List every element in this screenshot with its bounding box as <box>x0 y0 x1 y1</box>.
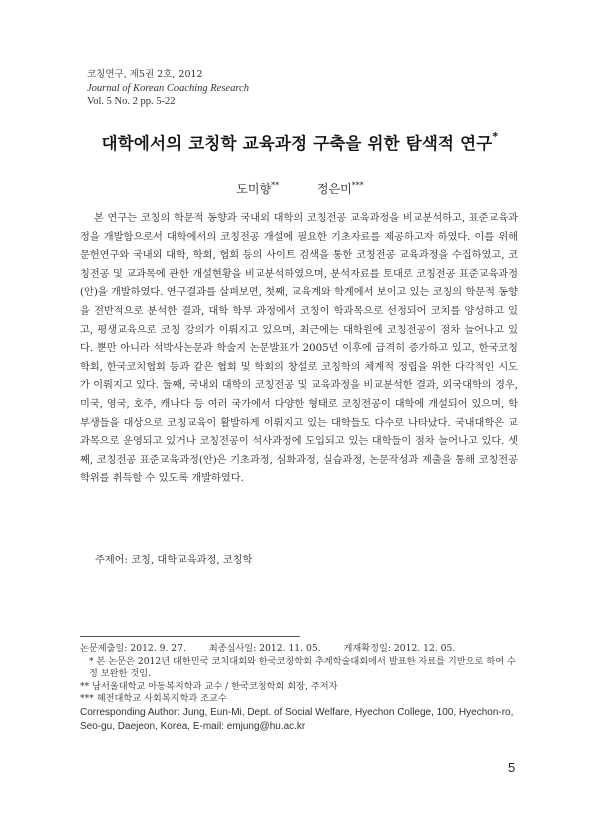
keywords: 주제어: 코칭, 대학교육과정, 코칭학 <box>95 555 253 566</box>
page-number: 5 <box>508 760 516 775</box>
journal-volume-korean: 코칭연구, 제5권 2호, 2012 <box>87 69 203 80</box>
author-2 <box>317 182 364 196</box>
funding-note: * 본 논문은 2012년 대한민국 코치대회와 한국코칭학회 추계학술대회에서 발표한 자료를 기반으로 하여 수정 보완한 것임. <box>89 655 516 680</box>
journal-volume-pages: Vol. 5 No. 2 pp. 5-22 <box>87 96 176 107</box>
journal-citation <box>87 68 249 109</box>
paper-title <box>0 130 600 154</box>
reviewed-date: 최종심사일: 2012. 11. 05. <box>208 643 321 654</box>
author-1-mark: ** <box>271 181 280 190</box>
author-1-affiliation: ** 남서울대학교 아동복지학과 교수 / 한국코칭학회 회장, 주저자 <box>80 680 338 692</box>
journal-name-english: Journal of Korean Coaching Research <box>87 82 249 94</box>
paper-title-text: 대학에서의 코칭학 교육과정 구축을 위한 탐색적 연구 <box>101 134 493 153</box>
title-footnote-mark: * <box>492 129 499 143</box>
footnotes <box>80 643 520 734</box>
abstract: 본 연구는 코칭의 학문적 동향과 국내외 대학의 코칭전공 교육과정을 비교분석하고, 표준교육과정을 개발함으로서 대학에서의 코칭전공 개설에 필요한 기초자료를 제공하고자 하였다. 이를 위해 문헌연구와 국내외 대학, 학회, 협회 등의 사이트 검색을 통한 코칭전공 교육과정을 수집하였고, 코칭전공 및 교과목에 관한 개설현황을 비교분석하였으며, 분석자료를 토대로 코칭전공 표준교육과정(안)을 개발하였다. 연구결과를 살펴보면, 첫째, 교육계와 학계에서 보이고 있는 코칭의 학문적 동향을 전반적으로 분석한 결과, 대학 학부 과정에서 코칭이 학과목으로 선정되어 코치를 양성하고 있고, 평생교육으로 코칭 강의가 이뤄지고 있으며, 최근에는 대학원에 코칭전공이 점차 늘어나고 있다. 뿐만 아니라 석박사논문과 학술지 논문발표가 2005년 이후에 급격히 증가하고 있고, 한국코칭학회, 한국코치협회 등과 같은 협회 및 학회의 창설로 코칭학의 체계적 정립을 위한 다각적인 시도가 이뤄지고 있다. 둘째, 국내외 대학의 코칭전공 및 교육과정을 비교분석한 결과, 외국대학의 경우, 미국, 영국, 호주, 캐나다 등 여러 국가에서 다양한 형태로 코칭전공이 대학에 개설되어 있으며, 학부생들을 대상으로 코칭교육이 활발하게 이뤄지고 있는 대학들도 다수로 나타났다. 국내대학은 교과목으로 운영되고 있거나 코칭전공이 석사과정에 도입되고 있는 대학들이 점차 늘어나고 있다. 셋째, 코칭전공 표준교육과정(안)은 기초과정, 심화과정, 실습과정, 논문작성과 제출을 통해 코칭전공 학위를 취득할 수 있도록 개발하였다. <box>80 213 518 485</box>
author-2-affiliation: *** 혜전대학교 사회복지학과 조교수 <box>80 693 227 705</box>
author-1-name: 도미향 <box>236 182 272 196</box>
author-2-mark: *** <box>351 181 364 190</box>
accepted-date: 게재확정일: 2012. 12. 05. <box>343 643 456 654</box>
author-list <box>0 180 600 197</box>
footnote-divider <box>80 636 300 637</box>
received-date: 논문제출일: 2012. 9. 27. <box>80 643 186 654</box>
submission-dates <box>80 643 520 656</box>
author-2-name: 정은미 <box>316 182 352 196</box>
corresponding-author: Corresponding Author: Jung, Eun-Mi, Dept. of Social Welfare, Hyechon College, 100, Hyechon-ro, Seo-gu, Daejeon, Korea, E-mail: emjung@hu.ac.kr <box>80 706 514 732</box>
author-1 <box>236 182 279 196</box>
